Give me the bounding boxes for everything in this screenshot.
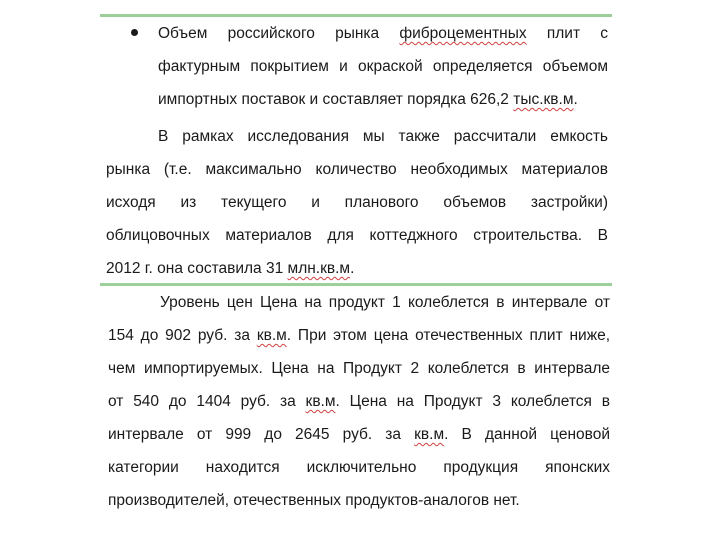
text-line: категории находится исключительно продукция японских	[108, 459, 610, 476]
text-line: исходя из текущего и планового объемов застройки)	[106, 194, 608, 211]
text-line: фактурным покрытием и окраской определяется объемом	[158, 58, 608, 75]
text-line: импортных поставок и составляет порядка 626,2 тыс.кв.м.	[158, 91, 578, 108]
text-line: чем импортируемых. Цена на Продукт 2 колеблется в интервале	[108, 360, 610, 377]
text-line: от 540 до 1404 руб. за кв.м. Цена на Продукт 3 колеблется в	[108, 393, 610, 410]
capacity-paragraph	[106, 120, 608, 285]
text-line: интервале от 999 до 2645 руб. за кв.м. В данной ценовой	[108, 426, 610, 443]
text-line: Уровень цен Цена на продукт 1 колеблется в интервале от	[160, 294, 610, 311]
text-line: 2012 г. она составила 31 млн.кв.м.	[106, 260, 355, 277]
price-paragraph	[108, 286, 610, 517]
text-line: Объем российского рынка фиброцементных плит с	[158, 25, 608, 42]
text-line: 154 до 902 руб. за кв.м. При этом цена отечественных плит ниже,	[108, 327, 611, 344]
text-line: облицовочных материалов для коттеджного строительства. В	[106, 227, 608, 244]
text-line: В рамках исследования мы также рассчитали емкость	[158, 128, 608, 145]
bullet-paragraph	[158, 17, 608, 116]
text-line: рынка (т.е. максимально количество необходимых материалов	[106, 161, 608, 178]
text-line: производителей, отечественных продуктов-аналогов нет.	[108, 492, 520, 509]
bullet-icon	[131, 29, 138, 36]
